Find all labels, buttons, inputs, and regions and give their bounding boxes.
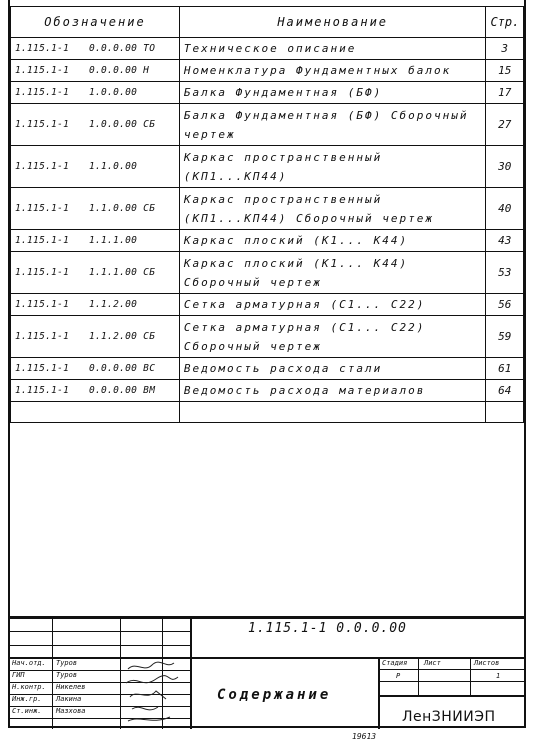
page-cell: 40 (486, 188, 524, 230)
designation-code: 1.1.2.00 (89, 299, 138, 310)
signatures (122, 659, 186, 727)
table-row (11, 38, 524, 60)
table-header-row (11, 7, 524, 38)
designation-cell (11, 380, 180, 402)
page-cell: 53 (486, 252, 524, 294)
role-label: Н.контр. (12, 683, 46, 691)
header-designation: Обозначение (11, 7, 180, 38)
designation-series: 1.115.1-1 (15, 267, 70, 278)
designation-code: 1.1.2.00 СБ (89, 331, 156, 342)
name-cell: Сетка арматурная (С1... С22) Сборочный чертеж (179, 316, 486, 358)
stage-label: Стадия (382, 659, 408, 667)
blank-row (11, 402, 524, 423)
designation-code: 0.0.0.00 ВМ (89, 385, 156, 396)
table-row (11, 252, 524, 294)
role-label: Нач.отд. (12, 659, 46, 667)
role-label: Инж.гр. (12, 695, 42, 703)
designation-series: 1.115.1-1 (15, 385, 70, 396)
designation-cell (11, 146, 180, 188)
page-cell: 56 (486, 294, 524, 316)
table-row (11, 104, 524, 146)
page-cell: 3 (486, 38, 524, 60)
page-cell: 27 (486, 104, 524, 146)
name-cell: Ведомость расхода материалов (179, 380, 486, 402)
sheet-value: 1 (496, 672, 501, 680)
title-block (10, 616, 524, 729)
stage-value: Р (396, 672, 401, 680)
designation-series: 1.115.1-1 (15, 203, 70, 214)
designation-cell (11, 60, 180, 82)
name-cell: Каркас пространственный (КП1...КП44) Сборочный чертеж (179, 188, 486, 230)
sheets-label: Листов (474, 659, 500, 667)
sheet-label: Лист (424, 659, 441, 667)
designation-cell (11, 82, 180, 104)
designation-series: 1.115.1-1 (15, 161, 70, 172)
designation-cell (11, 358, 180, 380)
name-cell: Балка Фундаментная (БФ) (179, 82, 486, 104)
designation-cell (11, 316, 180, 358)
page-cell: 59 (486, 316, 524, 358)
role-person: Туров (56, 659, 78, 667)
role-person: Туров (56, 671, 78, 679)
table-row (11, 188, 524, 230)
name-cell: Сетка арматурная (С1... С22) (179, 294, 486, 316)
designation-cell (11, 294, 180, 316)
name-cell: Балка Фундаментная (БФ) Сборочный чертеж (179, 104, 486, 146)
table-row (11, 146, 524, 188)
table-row (11, 294, 524, 316)
page-cell: 43 (486, 230, 524, 252)
role-person: Никелев (56, 683, 86, 691)
role-label: Ст.инж. (12, 707, 42, 715)
designation-code: 0.0.0.00 ТО (89, 43, 156, 54)
designation-series: 1.115.1-1 (15, 43, 70, 54)
name-cell: Каркас плоский (К1... К44) Сборочный чертеж (179, 252, 486, 294)
name-cell: Техническое описание (179, 38, 486, 60)
document-title: Содержание (217, 687, 332, 703)
name-cell: Номенклатура Фундаментных балок (179, 60, 486, 82)
designation-series: 1.115.1-1 (15, 363, 70, 374)
name-cell: Ведомость расхода стали (179, 358, 486, 380)
role-label: ГИП (12, 671, 25, 679)
role-person: Лакина (56, 695, 82, 703)
page-cell: 15 (486, 60, 524, 82)
header-page: Стр. (486, 7, 524, 38)
table-row (11, 316, 524, 358)
designation-cell (11, 38, 180, 60)
document-number: 1.115.1-1 0.0.0.00 (248, 621, 407, 636)
designation-series: 1.115.1-1 (15, 299, 70, 310)
designation-code: 0.0.0.00 ВС (89, 363, 156, 374)
designation-code: 1.1.1.00 (89, 235, 138, 246)
page-cell: 30 (486, 146, 524, 188)
bottom-note: 19613 (352, 732, 377, 741)
page-cell: 64 (486, 380, 524, 402)
table-row (11, 82, 524, 104)
designation-code: 1.1.0.00 (89, 161, 138, 172)
organization-name: ЛенЗНИИЭП (402, 709, 496, 725)
role-person: Мазхова (56, 707, 86, 715)
name-cell: Каркас пространственный (КП1...КП44) (179, 146, 486, 188)
designation-code: 1.1.0.00 СБ (89, 203, 156, 214)
designation-code: 0.0.0.00 Н (89, 65, 150, 76)
designation-series: 1.115.1-1 (15, 235, 70, 246)
table-row (11, 380, 524, 402)
designation-code: 1.1.1.00 СБ (89, 267, 156, 278)
designation-code: 1.0.0.00 (89, 87, 138, 98)
designation-series: 1.115.1-1 (15, 331, 70, 342)
designation-series: 1.115.1-1 (15, 87, 70, 98)
designation-series: 1.115.1-1 (15, 65, 70, 76)
table-row (11, 230, 524, 252)
page-cell: 17 (486, 82, 524, 104)
page-cell: 61 (486, 358, 524, 380)
designation-cell (11, 104, 180, 146)
designation-series: 1.115.1-1 (15, 119, 70, 130)
contents-table (10, 6, 524, 423)
table-row (11, 60, 524, 82)
designation-cell (11, 230, 180, 252)
designation-code: 1.0.0.00 СБ (89, 119, 156, 130)
designation-cell (11, 188, 180, 230)
header-name: Наименование (179, 7, 486, 38)
table-row (11, 358, 524, 380)
name-cell: Каркас плоский (К1... К44) (179, 230, 486, 252)
designation-cell (11, 252, 180, 294)
